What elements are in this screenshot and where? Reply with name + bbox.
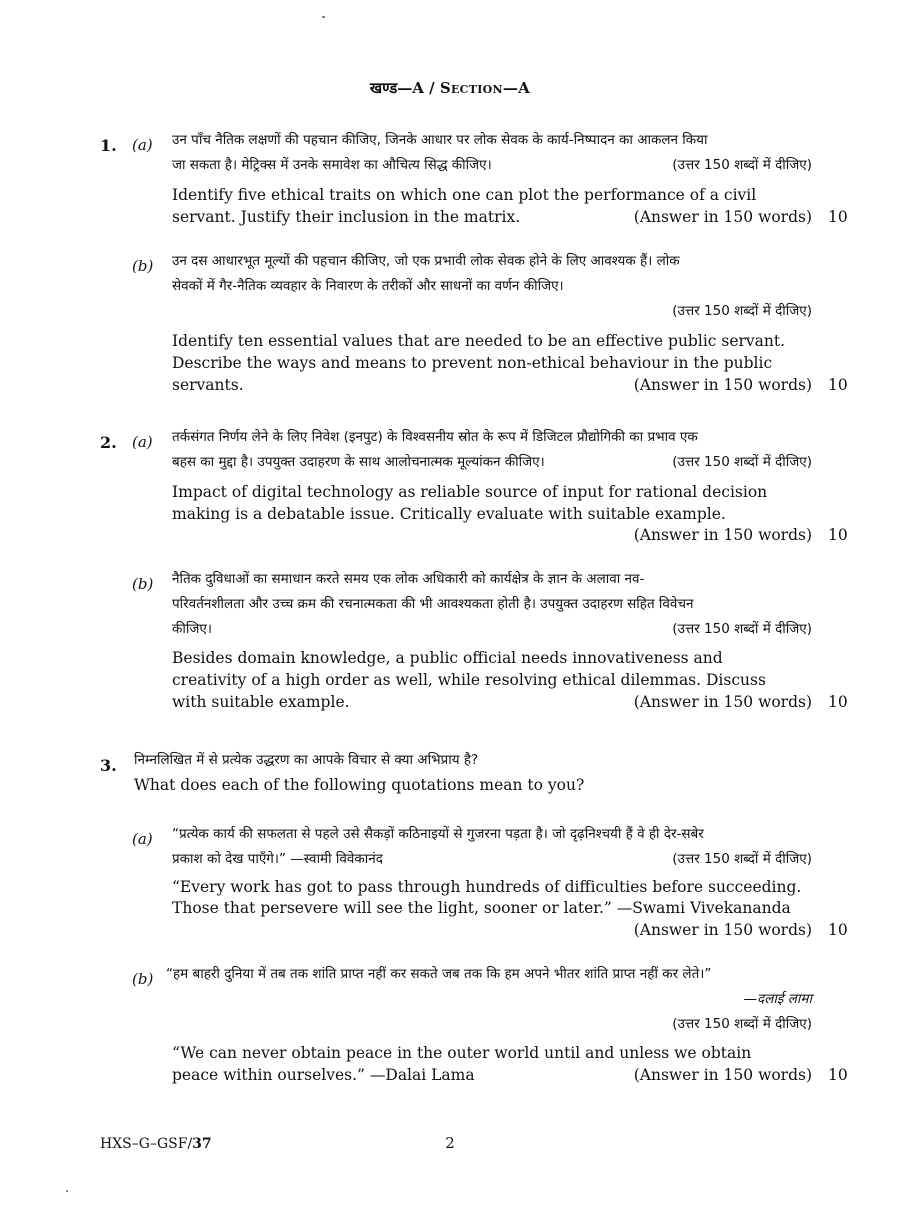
question-2b-hindi-line: परिवर्तनशीलता और उच्च क्रम की रचनात्मकता की भी आवश्यकता होती है। उपयुक्त उदाहरण सहित विवेचन [172, 596, 694, 612]
hindi-word-limit: (उत्तर 150 शब्दों में दीजिए) [672, 1016, 812, 1032]
answer-word-limit: (Answer in 150 words) [633, 376, 812, 394]
question-1b-english-line: servants. [172, 376, 244, 394]
question-1a-english-line: Identify five ethical traits on which one can plot the performance of a civil [172, 186, 757, 204]
hindi-word-limit: (उत्तर 150 शब्दों में दीजिए) [672, 454, 812, 470]
question-1b-hindi-line: उन दस आधारभूत मूल्यों की पहचान कीजिए, जो एक प्रभावी लोक सेवक होने के लिए आवश्यक हैं। लोक [172, 253, 680, 269]
marks: 10 [828, 921, 848, 939]
answer-word-limit: (Answer in 150 words) [633, 526, 812, 544]
question-2b-hindi-line: नैतिक दुविधाओं का समाधान करते समय एक लोक अधिकारी को कार्यक्षेत्र के ज्ञान के अलावा नव- [172, 571, 645, 587]
question-1b-english-line: Describe the ways and means to prevent non-ethical behaviour in the public [172, 354, 773, 372]
question-2a-hindi-line: तर्कसंगत निर्णय लेने के लिए निवेश (इनपुट) के विश्वसनीय स्रोत के रूप में डिजिटल प्रौद्योगिकी का प्रभाव एक [172, 429, 698, 445]
hindi-word-limit: (उत्तर 150 शब्दों में दीजिए) [672, 621, 812, 637]
question-2b-english-line: with suitable example. [172, 693, 350, 711]
section-heading [0, 78, 900, 98]
answer-word-limit: (Answer in 150 words) [633, 208, 812, 226]
question-2a-hindi-line: बहस का मुद्दा है। उपयुक्त उदाहरण के साथ आलोचनात्मक मूल्यांकन कीजिए। [172, 454, 545, 470]
section-heading-hindi: खण्ड [369, 79, 398, 97]
question-3a-hindi-line: प्रकाश को देख पाएँगे।” —स्वामी विवेकानंद [172, 851, 383, 867]
question-3-english-intro: What does each of the following quotations mean to you? [134, 776, 585, 794]
hindi-word-limit: (उत्तर 150 शब्दों में दीजिए) [672, 851, 812, 867]
subquestion-label: (a) [132, 136, 153, 154]
question-2b-hindi-line: कीजिए। [172, 621, 212, 637]
hindi-word-limit: (उत्तर 150 शब्दों में दीजिए) [672, 303, 812, 319]
marks: 10 [828, 526, 848, 544]
quote-attribution-hindi: —दलाई लामा [743, 991, 812, 1007]
section-heading-separator: —A / [397, 79, 440, 97]
marks: 10 [828, 208, 848, 226]
scan-speck [322, 16, 325, 18]
subquestion-label: (b) [132, 970, 154, 988]
question-3-hindi-intro: निम्नलिखित में से प्रत्येक उद्धरण का आपके विचार से क्या अभिप्राय है? [134, 752, 479, 768]
answer-word-limit: (Answer in 150 words) [633, 1066, 812, 1084]
question-3a-english-line: “Every work has got to pass through hundreds of difficulties before succeeding. [172, 878, 802, 896]
answer-word-limit: (Answer in 150 words) [633, 693, 812, 711]
marks: 10 [828, 376, 848, 394]
hindi-word-limit: (उत्तर 150 शब्दों में दीजिए) [672, 157, 812, 173]
question-number: 1. [100, 136, 117, 155]
page-number: 2 [445, 1134, 455, 1152]
question-number: 2. [100, 433, 117, 452]
question-3b-hindi-line: “हम बाहरी दुनिया में तब तक शांति प्राप्त नहीं कर सकते जब तक कि हम अपने भीतर शांति प्राप्त नहीं कर लेते।” [166, 966, 712, 982]
subquestion-label: (a) [132, 433, 153, 451]
paper-code-prefix: HXS–G–GSF/ [100, 1136, 193, 1152]
subquestion-label: (b) [132, 257, 154, 275]
question-1a-hindi-line: उन पाँच नैतिक लक्षणों की पहचान कीजिए, जिनके आधार पर लोक सेवक के कार्य-निष्पादन का आकलन किया [172, 132, 708, 148]
question-3a-english-line: Those that persevere will see the light, sooner or later.” —Swami Vivekananda [172, 899, 791, 917]
scan-speck [66, 1190, 68, 1192]
question-2b-english-line: Besides domain knowledge, a public official needs innovativeness and [172, 649, 723, 667]
answer-word-limit: (Answer in 150 words) [633, 921, 812, 939]
question-2b-english-line: creativity of a high order as well, while resolving ethical dilemmas. Discuss [172, 671, 766, 689]
marks: 10 [828, 693, 848, 711]
question-3a-hindi-line: “प्रत्येक कार्य की सफलता से पहले उसे सैकड़ों कठिनाइयों से गुजरना पड़ता है। जो दृढ़निश्चयी हैं वे ही देर-सबेर [172, 826, 704, 842]
paper-code-number: 37 [192, 1136, 212, 1152]
question-2a-english-line: Impact of digital technology as reliable source of input for rational decision [172, 483, 768, 501]
question-3b-english-line: “We can never obtain peace in the outer world until and unless we obtain [172, 1044, 752, 1062]
question-2a-english-line: making is a debatable issue. Critically evaluate with suitable example. [172, 505, 726, 523]
question-1b-english-line: Identify ten essential values that are needed to be an effective public servant. [172, 332, 786, 350]
subquestion-label: (b) [132, 575, 154, 593]
question-1a-english-line: servant. Justify their inclusion in the matrix. [172, 208, 521, 226]
marks: 10 [828, 1066, 848, 1084]
section-heading-english: Section—A [439, 79, 531, 97]
question-1b-hindi-line: सेवकों में गैर-नैतिक व्यवहार के निवारण के तरीकों और साधनों का वर्णन कीजिए। [172, 278, 564, 294]
subquestion-label: (a) [132, 830, 153, 848]
question-number: 3. [100, 756, 117, 775]
question-3b-english-line: peace within ourselves.” —Dalai Lama [172, 1066, 475, 1084]
question-1a-hindi-line: जा सकता है। मेट्रिक्स में उनके समावेश का औचित्य सिद्ध कीजिए। [172, 157, 492, 173]
